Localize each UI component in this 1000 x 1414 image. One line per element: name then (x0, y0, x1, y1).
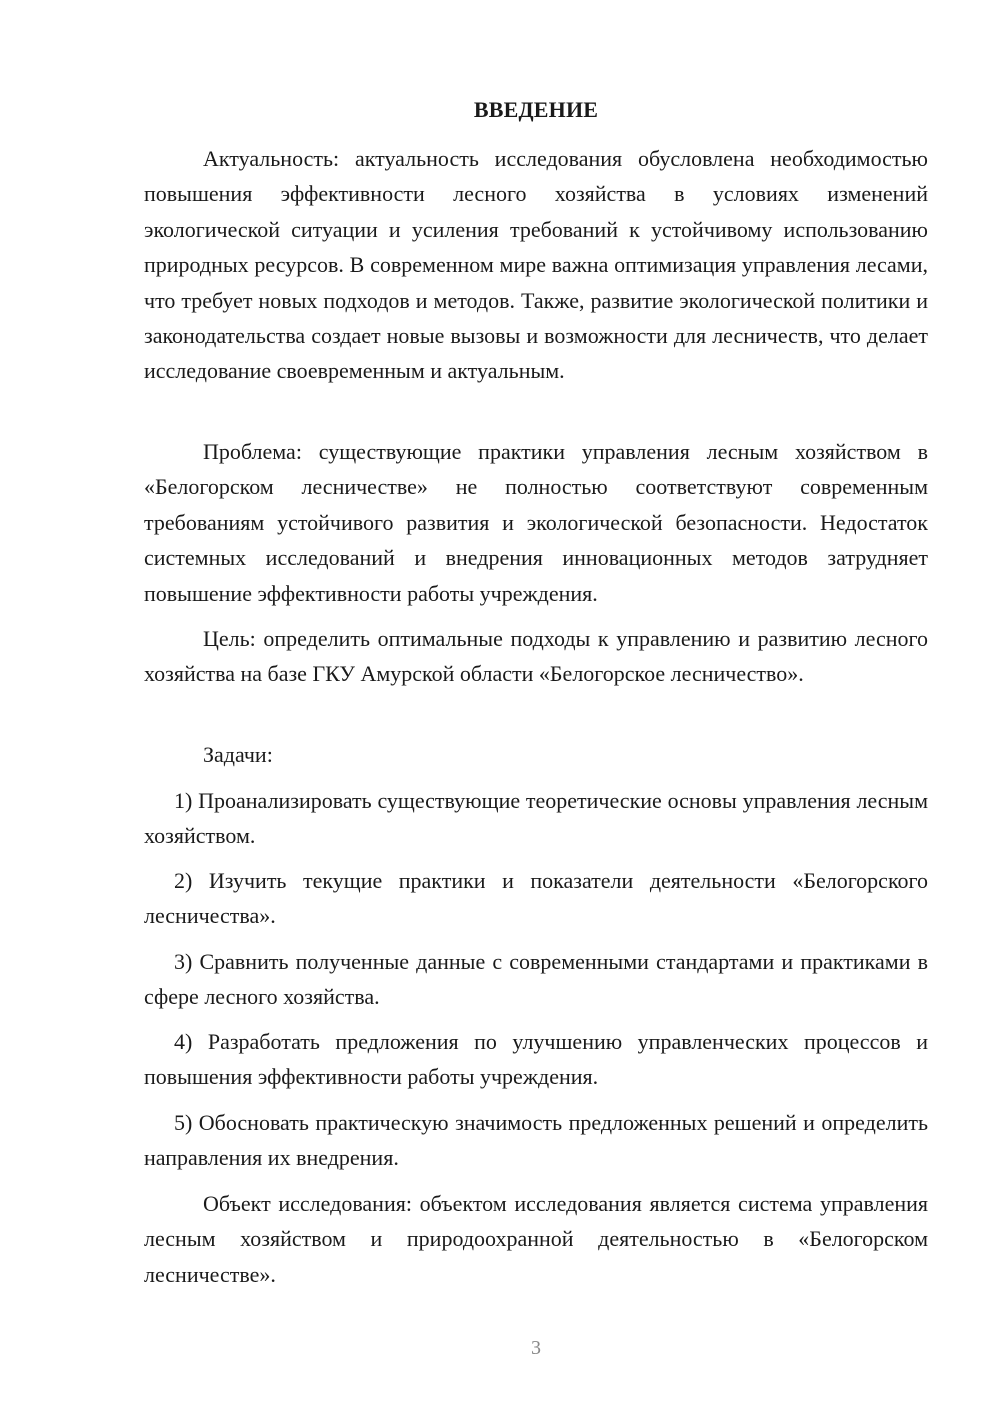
page-number: 3 (531, 1337, 541, 1359)
object-block (144, 1186, 928, 1292)
problem-block (144, 434, 928, 611)
goal-block (144, 621, 928, 692)
problem-paragraph: Проблема: существующие практики управления лесным хозяйством в «Белогорском лесничестве» не полностью соответствуют современным требованиям устойчивого развития и экологической безопасности. Недостаток системных исследований и внедрения инновационных методов затрудняет повышение эффективности работы учреждения. (144, 439, 928, 606)
tasks-heading-block (144, 737, 928, 772)
task-item-2 (144, 863, 928, 934)
task-item-3 (144, 944, 928, 1015)
tasks-heading: Задачи: (203, 742, 273, 767)
relevance-block (144, 141, 928, 389)
task-item-1 (144, 783, 928, 854)
task-item-4 (144, 1024, 928, 1095)
goal-paragraph: Цель: определить оптимальные подходы к управлению и развитию лесного хозяйства на базе ГКУ Амурской области «Белогорское лесничество». (144, 626, 928, 687)
task-item-5 (144, 1105, 928, 1176)
list-item: 4) Разработать предложения по улучшению управленческих процессов и повышения эффективности работы учреждения. (144, 1029, 928, 1090)
page-title: ВВЕДЕНИЕ (473, 97, 599, 122)
list-item: 2) Изучить текущие практики и показатели деятельности «Белогорского лесничества». (144, 868, 928, 929)
list-item: 5) Обосновать практическую значимость предложенных решений и определить направления их внедрения. (144, 1110, 928, 1171)
object-paragraph: Объект исследования: объектом исследования является система управления лесным хозяйством и природоохранной деятельностью в «Белогорском лесничестве». (144, 1191, 928, 1287)
list-item: 3) Сравнить полученные данные с современными стандартами и практиками в сфере лесного хозяйства. (144, 949, 928, 1010)
relevance-paragraph: Актуальность: актуальность исследования обусловлена необходимостью повышения эффективности лесного хозяйства в условиях изменений экологической ситуации и усиления требований к устойчивому использованию природных ресурсов. В современном мире важна оптимизация управления лесами, что требует новых подходов и методов. Также, развитие экологической политики и законодательства создает новые вызовы и возможности для лесничеств, что делает исследование своевременным и актуальным. (144, 146, 928, 384)
list-item: 1) Проанализировать существующие теоретические основы управления лесным хозяйством. (144, 788, 928, 849)
